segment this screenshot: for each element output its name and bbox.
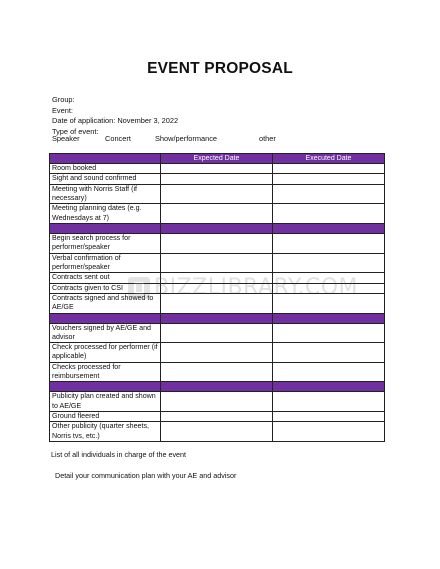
table-row <box>50 343 385 363</box>
executed-date-cell[interactable] <box>273 233 385 253</box>
expected-date-cell[interactable] <box>161 233 273 253</box>
task-cell: Meeting planning dates (e.g. Wednesdays at 7) <box>50 204 161 224</box>
executed-date-cell[interactable] <box>273 411 385 421</box>
table-row <box>50 422 385 442</box>
executed-date-cell[interactable] <box>273 174 385 184</box>
expected-date-cell[interactable] <box>161 283 273 293</box>
table-row <box>50 392 385 412</box>
date-of-application-field: Date of application: November 3, 2022 <box>52 116 179 126</box>
expected-date-cell[interactable] <box>161 362 273 382</box>
event-type-options <box>52 134 392 144</box>
table-row <box>50 184 385 204</box>
header-expected-date: Expected Date <box>161 154 273 164</box>
expected-date-cell[interactable] <box>161 422 273 442</box>
table-row <box>50 362 385 382</box>
expected-date-cell[interactable] <box>161 411 273 421</box>
expected-date-cell[interactable] <box>161 204 273 224</box>
table-row <box>50 204 385 224</box>
expected-date-cell[interactable] <box>161 164 273 174</box>
expected-date-cell[interactable] <box>161 343 273 363</box>
document-title: EVENT PROPOSAL <box>147 60 293 77</box>
executed-date-cell[interactable] <box>273 273 385 283</box>
executed-date-cell[interactable] <box>273 293 385 313</box>
application-fields <box>52 95 178 137</box>
executed-date-cell[interactable] <box>273 392 385 412</box>
section-divider <box>50 313 385 323</box>
table-row <box>50 273 385 283</box>
section-divider <box>50 223 385 233</box>
group-field: Group: <box>52 95 75 104</box>
task-cell: Verbal confirmation of performer/speaker <box>50 253 161 273</box>
header-task <box>50 154 161 164</box>
executed-date-cell[interactable] <box>273 184 385 204</box>
table-row <box>50 164 385 174</box>
expected-date-cell[interactable] <box>161 174 273 184</box>
task-cell: Other publicity (quarter sheets, Norris tvs, etc.) <box>50 422 161 442</box>
expected-date-cell[interactable] <box>161 253 273 273</box>
task-cell: Sight and sound confirmed <box>50 174 161 184</box>
event-type-other: other <box>259 134 276 143</box>
task-cell: Meeting with Norris Staff (if necessary) <box>50 184 161 204</box>
event-type-speaker: Speaker <box>52 134 80 143</box>
executed-date-cell[interactable] <box>273 204 385 224</box>
executed-date-cell[interactable] <box>273 362 385 382</box>
header-executed-date: Executed Date <box>273 154 385 164</box>
expected-date-cell[interactable] <box>161 293 273 313</box>
table-row <box>50 283 385 293</box>
expected-date-cell[interactable] <box>161 184 273 204</box>
task-cell: Ground fleered <box>50 411 161 421</box>
executed-date-cell[interactable] <box>273 253 385 273</box>
executed-date-cell[interactable] <box>273 283 385 293</box>
expected-date-cell[interactable] <box>161 392 273 412</box>
event-type-show: Show/performance <box>155 134 218 143</box>
checklist-table <box>49 153 385 442</box>
section-divider <box>50 382 385 392</box>
table-row <box>50 323 385 343</box>
task-cell: Contracts signed and showed to AE/GE <box>50 293 161 313</box>
table-row <box>50 293 385 313</box>
expected-date-cell[interactable] <box>161 273 273 283</box>
type-of-event-field: Type of event: <box>52 126 99 136</box>
task-cell: Publicity plan created and shown to AE/GE <box>50 392 161 412</box>
event-field: Event: <box>52 105 73 115</box>
task-cell: Contracts sent out <box>50 273 161 283</box>
table-row <box>50 233 385 253</box>
table-row <box>50 411 385 421</box>
footer-communication-note: Detail your communication plan with your AE and advisor <box>55 471 237 480</box>
expected-date-cell[interactable] <box>161 323 273 343</box>
executed-date-cell[interactable] <box>273 323 385 343</box>
executed-date-cell[interactable] <box>273 422 385 442</box>
executed-date-cell[interactable] <box>273 343 385 363</box>
task-cell: Contracts given to CSI <box>50 283 161 293</box>
footer-individuals-note: List of all individuals in charge of the event <box>51 450 187 459</box>
task-cell: Check processed for performer (if applicable) <box>50 343 161 363</box>
table-row <box>50 253 385 273</box>
task-cell: Begin search process for performer/speaker <box>50 233 161 253</box>
table-header-row <box>50 154 385 164</box>
event-type-concert: Concert <box>105 134 131 143</box>
watermark-text: BIZZLIBRARY.COM <box>154 275 359 300</box>
task-cell: Room booked <box>50 164 161 174</box>
table-row <box>50 174 385 184</box>
executed-date-cell[interactable] <box>273 164 385 174</box>
task-cell: Vouchers signed by AE/GE and advisor <box>50 323 161 343</box>
task-cell: Checks processed for reimbursement <box>50 362 161 382</box>
